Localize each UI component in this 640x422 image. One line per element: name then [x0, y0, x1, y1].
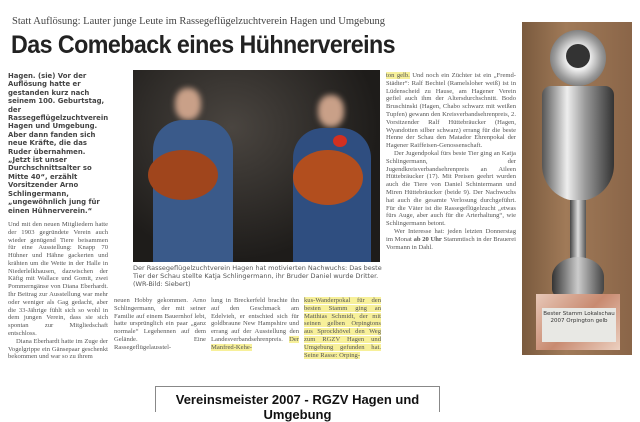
- article-headline: Das Comeback eines Hühnervereins: [11, 31, 396, 59]
- article-column-5: [386, 72, 516, 251]
- column-text: Diana Eberhardt hatte im Zuge der Vogelgrippe ein Gänsepaar geschenkt bekommen und war so zu ihrem: [8, 337, 108, 361]
- chicken-comb: [333, 135, 347, 147]
- trophy-base-dome: [552, 257, 604, 297]
- column-text: Stammtisch in der Brauerei Vormann in Dahl.: [386, 235, 516, 251]
- blurred-face: [175, 88, 201, 120]
- photo-caption: Der Rassegeflügelzuchtverein Hagen hat motivierten Nachwuchs: Das beste Tier der Schau stellte Katja Schlingermann, ihr Bruder Daniel wurde Dritter. (WR-Bild: Siebert): [133, 264, 382, 288]
- column-text: Und mit den neuen Mitgliedern hatte der 1903 gegründete Verein auch wieder genügend Tiere beisammen für eine Ausstellung: Knapp 70 Hühner und Hähne gackerten und krähten um die Wette in der Halle in Niederlelkhausen, dazwischen der Käfig mit Wallace und Gomit, zwei Pommerngänse von Diana Eberhardt. Ihr Beitrag zur Ausstellung war mehr oder weniger als Gag gedacht, aber die 33-Jährige fühlt sich so wohl in dem jungen Verein, dass sie sich spontan zur Mitgliedschaft entschloss.: [8, 220, 108, 338]
- column-text: ab 20 Uhr: [413, 235, 442, 243]
- column-text: Der Jugendpokal fürs beste Tier ging an Katja Schlingermann, der Jugendkreisverbandsehrenpreis an Aileen Hüttebräucker (17). Mit Preisen geehrt wurden auch die Tiere von Daniel Schintermann und Miren Hüttebräucker (beide 9). Der Nachwuchs hat auch die gesamte Verlosung durchgeführt. Für die Väter ist die Rassegeflügelzucht „etwas fürs Auge, aber auch für die Arterhaltung“, wie Schlingermann betont.: [386, 149, 516, 228]
- trophy-plaque: Bester Stamm Lokalschau 2007 Orpington gelb: [542, 308, 616, 342]
- column-text: Wer Interesse hat: jeden letzten Donnerstag im Monat: [386, 227, 516, 243]
- article-column-2: neuen Hobby gekommen. Arno Schlingermann, der mit seiner Familie auf einem Bauernhof lebt, hatte ursprünglich ein paar „ganz normale“ Legehennen auf dem Gelände. Eine Rassegeflügelausstel-: [114, 297, 206, 351]
- article-photo: [133, 70, 380, 262]
- article-column-4: [304, 297, 381, 359]
- trophy-stem: [570, 200, 586, 260]
- article-column-1: [8, 221, 108, 361]
- article-lead: Hagen. (sie) Vor der Auflösung hatte er gestanden kurz nach seinem 100. Geburtstag, der Rassegeflügelzuchtverein Hagen und Umgebung. Aber dann fanden sich neue Kräfte, die das Ruder übernahmen. „Jetzt ist unser Durchschnittsalter so Mitte 40“, erzählt Vorsitzender Arno Schlingermann, „ungewöhnlich jung für einen Hühnerverein.“: [8, 72, 109, 215]
- article-left-column: [8, 72, 108, 361]
- footer-title: Vereinsmeister 2007 - RGZV Hagen und Umgebung: [155, 386, 440, 412]
- highlighted-text: ton gelb.: [386, 72, 410, 79]
- column-text: Und noch ein Züchter ist ein „Fremd-Städter“: Ralf Bechtel (Ramelsloher weiß) ist in Lüdenscheid zu Hause, am Hagener Verein gefiel auch ihm der Altersdurchschnitt. Bodo Bruschinski (Hagen, Chabo schwarz mit weißen Tupfen) gewann den Kreisverbandsehrenpreis, 2. Vorsitzender Ralf Hüttebräucker (Hagen, Wyandotten silber schwarz) errang für die beste Henne der Schau den Matador Ehrenpokal der Hagener Raiffeisen-Genossenschaft.: [386, 72, 516, 150]
- article-kicker: Statt Auflösung: Lauter junge Leute im Rassegeflügelzuchtverein Hagen und Umgebung: [12, 16, 385, 27]
- highlighted-text: Der Manfred-Kehe-: [211, 335, 299, 351]
- article-column-3: [211, 297, 299, 352]
- rooster-emblem-icon: [566, 44, 590, 68]
- trophy-photo: [522, 22, 632, 355]
- chicken-left: [148, 150, 218, 200]
- trophy-cup: [542, 86, 614, 201]
- column-text: lung in Breckerfeld brachte ihn auf den Geschmack am Edelvieh, er entschied sich für goldbraune New Hampshire und errang auf der Ausstellung den Landesverbandsehrenpreis.: [211, 297, 299, 343]
- blurred-face: [318, 95, 344, 127]
- chicken-right: [293, 150, 363, 205]
- highlighted-text: kus-Wanderpokal für den besten Stamm ging an Matthias Schmidt, der mit seinen gelben Orpingtons aus Sprockhövel den Weg zum RGZV Hagen und Umgebung gefunden hat. Seine Rasse: Orping-: [304, 297, 381, 359]
